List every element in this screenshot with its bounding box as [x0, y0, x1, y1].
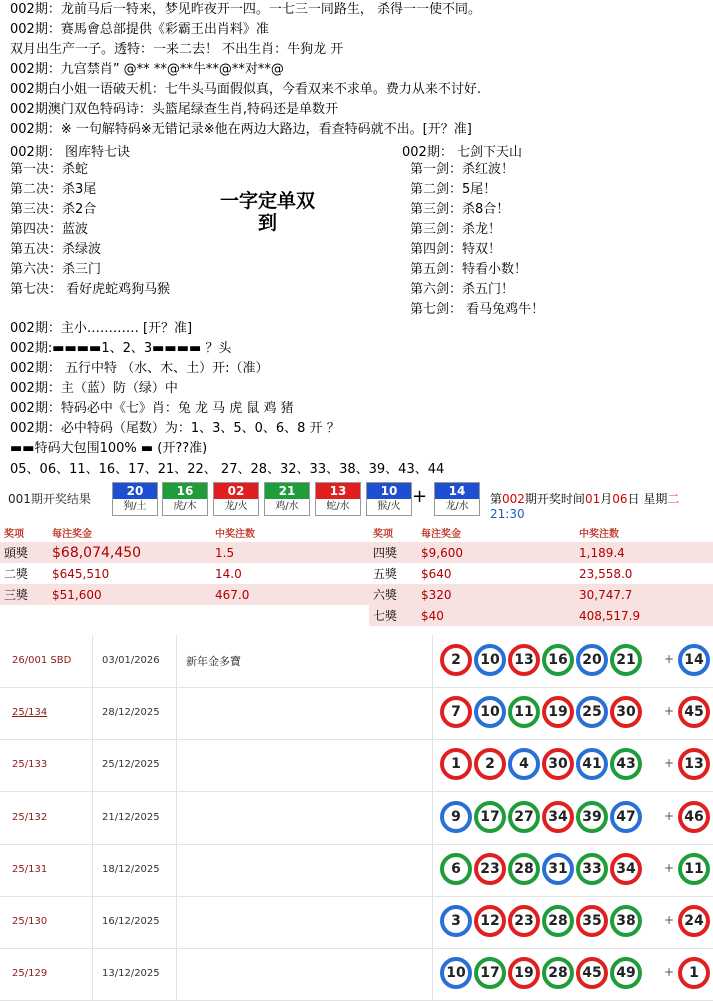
text-line-14: ▬▬特码大包围100% ▬ (开??准): [10, 441, 208, 456]
plus-sign: +: [664, 913, 675, 927]
special-ball: 14: [678, 644, 710, 676]
text-line-12: 002期：特码必中《七》肖：兔 龙 马 虎 鼠 鸡 猪: [10, 401, 294, 416]
special-ball: 46: [678, 801, 710, 833]
cell-divider: [0, 844, 433, 896]
tip-item: 第三决：杀2合: [10, 202, 97, 217]
sword-item: 第一剑：杀红波！: [410, 162, 515, 177]
lottery-ball: 6: [440, 853, 472, 885]
draw-ball-zodiac: 猴/火: [377, 501, 401, 512]
lottery-ball: 2: [440, 644, 472, 676]
lottery-ball: 30: [542, 748, 574, 780]
next-d: 日 星期: [627, 492, 668, 506]
result-issue-link[interactable]: 25/129: [12, 968, 48, 979]
cell-divider: [0, 948, 433, 1000]
draw-ball: [366, 482, 412, 516]
tip-item: 第六决：杀三门: [10, 262, 102, 277]
next-draw-info: [490, 490, 713, 521]
prize-cell: 七獎: [369, 605, 417, 626]
result-issue-link[interactable]: 25/131: [12, 864, 48, 875]
lottery-ball: 17: [474, 957, 506, 989]
lottery-ball: 13: [508, 644, 540, 676]
prize-header: 每注奖金: [48, 522, 211, 542]
seven-tips-list: [10, 160, 170, 300]
draw-ball-number: 02: [214, 483, 258, 499]
result-date: 21/12/2025: [102, 812, 160, 823]
text-line-1: 002期：龙前马后一特来，梦见昨夜开一四。一七三一同路生， 杀得一一使不同。: [10, 2, 481, 17]
lottery-ball: 21: [610, 644, 642, 676]
result-issue-link[interactable]: 25/133: [12, 759, 48, 770]
tip-item: 第七决： 看好虎蛇鸡狗马猴: [10, 282, 171, 297]
prize-cell: $320: [417, 584, 575, 605]
draw-ball-number: 14: [435, 483, 479, 499]
result-issue-link[interactable]: 25/134: [12, 707, 48, 718]
draw-ball-zodiac: 龙/火: [224, 501, 248, 512]
special-ball: 1: [678, 957, 710, 989]
next-issue: 002: [502, 492, 525, 506]
lottery-ball: 3: [440, 905, 472, 937]
lottery-ball: 34: [542, 801, 574, 833]
prize-cell: [48, 605, 211, 626]
special-ball: 11: [678, 853, 710, 885]
cell-divider: [0, 792, 433, 844]
lottery-ball: 23: [474, 853, 506, 885]
cell-divider: [0, 896, 433, 948]
lottery-ball: 11: [508, 696, 540, 728]
prize-cell: 六獎: [369, 584, 417, 605]
sword-item: 第三剑：杀龙！: [410, 222, 502, 237]
lottery-ball: 16: [542, 644, 574, 676]
prize-cell: 頭獎: [0, 542, 48, 563]
prize-cell: 三獎: [0, 584, 48, 605]
lottery-ball: 39: [576, 801, 608, 833]
result-date: 28/12/2025: [102, 707, 160, 718]
text-line-6: 002期澳门双色特码诗：头篮尾绿查生肖,特码还是单数开: [10, 102, 338, 117]
tip-item: 第五决：杀绿波: [10, 242, 102, 257]
prize-cell: $68,074,450: [48, 542, 211, 563]
lottery-ball: 19: [508, 957, 540, 989]
text-line-3: 双月出生产一子。透特：一来二去！ 不出生肖：牛狗龙 开: [10, 42, 344, 57]
text-line-11: 002期：主（蓝）防（绿）中: [10, 381, 178, 396]
cell-divider: [0, 687, 433, 739]
lottery-ball: 33: [576, 853, 608, 885]
draw-result-bar: [0, 480, 713, 521]
prize-header-row: [0, 522, 713, 542]
draw-ball-number: 13: [316, 483, 360, 499]
lottery-ball: 4: [508, 748, 540, 780]
prize-cell: $640: [421, 566, 452, 581]
result-row[interactable]: [0, 635, 713, 688]
number-list: 05、06、11、16、17、21、22、 27、28、32、33、38、39、43、44: [10, 462, 445, 477]
lottery-ball: 28: [542, 905, 574, 937]
plus-sign: +: [664, 809, 675, 823]
prize-cell: $40: [417, 605, 575, 626]
result-row[interactable]: [0, 687, 713, 740]
next-m: 月: [600, 492, 613, 506]
draw-ball-number: 10: [367, 483, 411, 499]
seven-tips-title: 002期： 图库特七诀: [10, 145, 130, 160]
plus-sign: +: [664, 861, 675, 875]
lottery-ball: 9: [440, 801, 472, 833]
draw-ball-zodiac: 狗/土: [123, 501, 147, 512]
sword-item: 第二剑：5尾！: [410, 182, 497, 197]
tip-item: 第一决：杀蛇: [10, 162, 89, 177]
tip-item: 第四决：蓝波: [10, 222, 89, 237]
plus-sign: +: [664, 965, 675, 979]
plus-sign: +: [412, 486, 428, 507]
tip-item: 第二决：杀3尾: [10, 182, 97, 197]
lottery-ball: 31: [542, 853, 574, 885]
prize-cell: 四獎: [369, 542, 417, 563]
result-row[interactable]: [0, 739, 713, 792]
lottery-ball: 20: [576, 644, 608, 676]
draw-ball: [434, 482, 480, 516]
plus-sign: +: [664, 652, 675, 666]
swords-list: [410, 160, 544, 320]
prize-row: [0, 542, 713, 563]
sword-item: 第四剑：特双！: [410, 242, 502, 257]
lottery-ball: 30: [610, 696, 642, 728]
lottery-ball: 38: [610, 905, 642, 937]
result-date: 16/12/2025: [102, 916, 160, 927]
big-caption: [205, 190, 330, 234]
draw-label: 001期开奖结果: [8, 492, 91, 506]
prize-cell: [0, 605, 48, 626]
text-line-8: 002期：主小………… [开？准]: [10, 321, 193, 336]
big-caption-line: 到: [257, 212, 277, 234]
lottery-ball: 19: [542, 696, 574, 728]
result-row[interactable]: [0, 792, 713, 845]
prize-cell: 30,747.7: [575, 584, 713, 605]
lottery-ball: 25: [576, 696, 608, 728]
lottery-ball: 45: [576, 957, 608, 989]
lottery-ball: 17: [474, 801, 506, 833]
prize-header: 中奖注数: [211, 522, 369, 542]
prize-row: [0, 563, 713, 584]
result-date: 25/12/2025: [102, 759, 160, 770]
prize-header: 中奖注数: [575, 522, 713, 542]
lottery-ball: 10: [474, 644, 506, 676]
next-day: 06: [612, 492, 628, 506]
prize-cell: 23,558.0: [579, 566, 633, 581]
cell-divider: [0, 739, 433, 791]
lottery-ball: 12: [474, 905, 506, 937]
plus-sign: +: [664, 704, 675, 718]
lottery-ball: 1: [440, 748, 472, 780]
draw-ball-zodiac: 龙/水: [445, 501, 469, 512]
draw-ball-zodiac: 蛇/水: [326, 501, 350, 512]
lottery-ball: 23: [508, 905, 540, 937]
result-date: 13/12/2025: [102, 968, 160, 979]
draw-ball-zodiac: 虎/木: [173, 501, 197, 512]
special-ball: 13: [678, 748, 710, 780]
draw-ball: [213, 482, 259, 516]
text-line-13: 002期：必中特码（尾数）为：1、3、5、0、6、8 开 ？: [10, 421, 340, 436]
prize-cell: 1,189.4: [575, 542, 713, 563]
result-row[interactable]: [0, 948, 713, 1001]
draw-ball-number: 21: [265, 483, 309, 499]
lottery-ball: 47: [610, 801, 642, 833]
sword-item: 第六剑：杀五门！: [410, 282, 515, 297]
draw-ball: [162, 482, 208, 516]
prize-cell: $51,600: [48, 584, 211, 605]
lottery-ball: 41: [576, 748, 608, 780]
lottery-ball: 35: [576, 905, 608, 937]
lottery-ball: 49: [610, 957, 642, 989]
prize-table: [0, 522, 713, 626]
prize-cell: 1.5: [211, 542, 369, 563]
sword-item: 第五剑：特看小数！: [410, 262, 528, 277]
prize-cell: 14.0: [215, 566, 242, 581]
text-line-9: 002期:▬▬▬▬1、2、3▬▬▬▬ ？头: [10, 341, 232, 356]
prize-cell: $645,510: [52, 566, 110, 581]
lottery-ball: 7: [440, 696, 472, 728]
text-line-5: 002期白小姐一语破天机：七牛头马面假似真，今看双来不求单。费力从来不讨好.: [10, 82, 481, 97]
text-line-2: 002期：赛馬會总部提供《彩霸王出肖料》准: [10, 22, 269, 37]
lottery-ball: 28: [508, 853, 540, 885]
lottery-ball: 27: [508, 801, 540, 833]
lottery-ball: 43: [610, 748, 642, 780]
sword-item: 第三剑：杀8合！: [410, 202, 510, 217]
draw-ball: [264, 482, 310, 516]
plus-sign: +: [664, 756, 675, 770]
result-note: 新年金多寶: [186, 655, 241, 668]
sword-item: 第七剑： 看马兔鸡牛！: [410, 302, 545, 317]
prize-cell: 二獎: [4, 567, 29, 581]
next-mid: 期开奖时间: [524, 492, 585, 506]
result-row[interactable]: [0, 844, 713, 897]
special-ball: 24: [678, 905, 710, 937]
prize-cell: [211, 605, 369, 626]
prize-row: [0, 584, 713, 605]
next-pre: 第: [490, 492, 503, 506]
result-date: 18/12/2025: [102, 864, 160, 875]
lottery-ball: 2: [474, 748, 506, 780]
prize-header: 奖项: [369, 522, 417, 542]
lottery-ball: 34: [610, 853, 642, 885]
special-ball: 45: [678, 696, 710, 728]
result-row[interactable]: [0, 896, 713, 949]
draw-ball-number: 16: [163, 483, 207, 499]
prize-cell: $9,600: [417, 542, 575, 563]
result-issue-link[interactable]: 25/132: [12, 812, 48, 823]
text-line-4: 002期：九宫禁肖” @** **@**牛**@**对**@: [10, 62, 284, 77]
prize-cell: 408,517.9: [575, 605, 713, 626]
swords-title: 002期： 七剑下天山: [402, 145, 522, 160]
prize-row: [0, 605, 713, 626]
text-line-7: 002期：※ 一句解特码※无错记录※他在两边大路边，看查特码就不出。[开？准]: [10, 122, 472, 137]
lottery-ball: 10: [474, 696, 506, 728]
lottery-ball: 10: [440, 957, 472, 989]
draw-ball-number: 20: [113, 483, 157, 499]
text-line-10: 002期： 五行中特 （水、木、土）开:（准）: [10, 361, 269, 376]
draw-ball: [112, 482, 158, 516]
prize-cell: 五獎: [373, 567, 398, 581]
draw-ball-zodiac: 鸡/水: [275, 501, 299, 512]
prize-header: 每注奖金: [417, 522, 575, 542]
next-time: 21:30: [490, 507, 525, 521]
result-issue-link[interactable]: 26/001 SBD: [12, 655, 72, 666]
result-issue-link[interactable]: 25/130: [12, 916, 48, 927]
prize-header: 奖项: [0, 522, 48, 542]
big-caption-line: 一字定单双: [219, 190, 315, 212]
next-month: 01: [584, 492, 601, 506]
result-date: 03/01/2026: [102, 655, 160, 666]
draw-ball: [315, 482, 361, 516]
next-week: 二: [667, 492, 680, 506]
lottery-ball: 28: [542, 957, 574, 989]
prize-cell: 467.0: [211, 584, 369, 605]
